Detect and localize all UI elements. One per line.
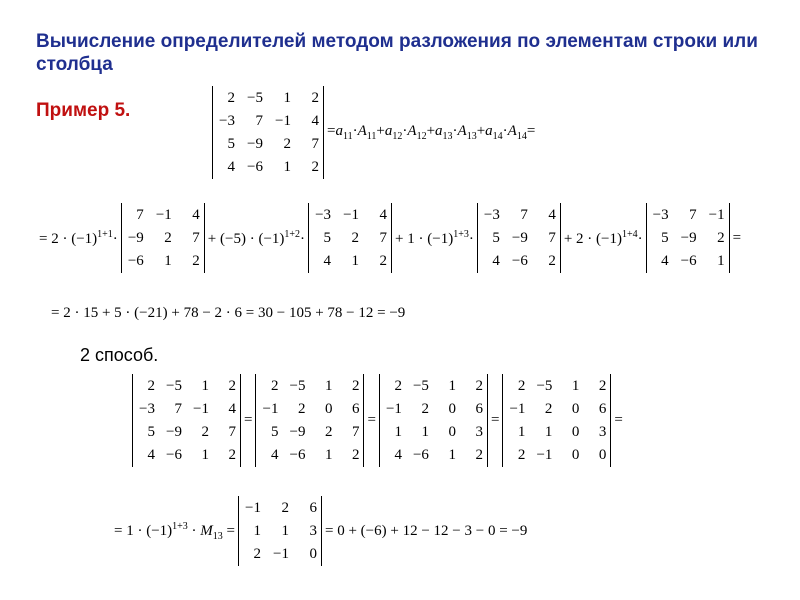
matrix-cell: 1 <box>201 378 209 394</box>
matrix-cell: 3 <box>598 424 607 440</box>
matrix-cell: 6 <box>309 500 318 516</box>
matrix-cell: −1 <box>275 113 291 129</box>
cofactor-coefficient <box>394 229 475 248</box>
matrix-cell: 4 <box>270 447 279 463</box>
minor-determinant <box>308 203 392 273</box>
matrix-cell: −6 <box>412 447 429 463</box>
matrix-cell: 4 <box>548 207 556 223</box>
matrix-cell: 4 <box>147 447 155 463</box>
plus-symbol: + <box>426 123 436 139</box>
coef-text: + 2 · (−1) <box>563 230 622 247</box>
final-coef-text: = 1 · (−1) <box>114 522 173 539</box>
matrix-cell: −5 <box>166 378 182 394</box>
matrix-cell: 5 <box>492 230 500 246</box>
matrix-cell: 2 <box>201 424 209 440</box>
minor-determinant <box>121 203 205 273</box>
dot-symbol: · <box>637 230 643 247</box>
matrix-cell: 2 <box>717 230 725 246</box>
matrix-cell: −9 <box>127 230 144 246</box>
matrix-cell: −9 <box>166 424 182 440</box>
matrix-cell: 1 <box>281 523 290 539</box>
element-subscript: 14 <box>492 131 503 142</box>
matrix-cell: 2 <box>517 378 526 394</box>
matrix-cell: 2 <box>270 378 279 394</box>
equals-symbol: = <box>327 123 336 139</box>
matrix-cell: 7 <box>351 424 360 440</box>
sign-exponent: 1+2 <box>284 228 301 240</box>
matrix-cell: −1 <box>509 401 526 417</box>
dot-symbol: · <box>352 123 358 139</box>
matrix-cell: 0 <box>598 447 607 463</box>
matrix-cell: −3 <box>219 113 235 129</box>
dot-symbol: · <box>452 123 458 139</box>
minor-determinant <box>646 203 730 273</box>
coef-text: = 2 · (−1) <box>39 230 98 247</box>
equals-symbol: = <box>244 412 253 428</box>
page-title: Вычисление определителей методом разложения по элементам строки или столбца <box>36 31 758 75</box>
transform-determinant <box>255 374 364 467</box>
matrix-cell: 4 <box>228 401 236 417</box>
matrix-cell: 1 <box>283 90 291 106</box>
final-coefficient <box>113 521 236 542</box>
matrix-cell: 4 <box>323 253 332 269</box>
matrix-cell: −1 <box>385 401 402 417</box>
main-determinant-row <box>210 86 536 179</box>
matrix-cell: 1 <box>351 253 360 269</box>
matrix-cell: 1 <box>717 253 725 269</box>
matrix-cell: 1 <box>544 424 553 440</box>
cofactor-symbol: A <box>357 123 367 139</box>
final-minor-determinant <box>238 496 322 566</box>
matrix-cell: 1 <box>448 378 456 394</box>
matrix-cell: 1 <box>283 159 291 175</box>
matrix-cell: 1 <box>201 447 209 463</box>
matrix-cell: −6 <box>680 253 697 269</box>
matrix-cell: 7 <box>174 401 182 417</box>
minor-subscript: 13 <box>212 530 223 542</box>
matrix-cell: 1 <box>421 424 429 440</box>
matrix-cell: 1 <box>253 523 262 539</box>
element-subscript: 11 <box>342 131 353 142</box>
matrix-cell: −1 <box>343 207 360 223</box>
matrix-cell: −1 <box>262 401 279 417</box>
sign-exponent: 1+3 <box>453 228 469 240</box>
matrix-cell: 0 <box>448 401 456 417</box>
matrix-cell: −5 <box>247 90 263 106</box>
matrix-cell: −6 <box>166 447 182 463</box>
final-expansion-row <box>113 496 528 566</box>
matrix-cell: −1 <box>245 500 262 516</box>
final-tail-expression: = 0 + (−6) + 12 − 12 − 3 − 0 = −9 <box>325 522 528 539</box>
matrix-cell: 1 <box>517 424 526 440</box>
transform-determinant <box>132 374 241 467</box>
matrix-cell: −1 <box>536 447 553 463</box>
example-label: Пример 5. <box>36 100 131 121</box>
matrix-cell: 2 <box>311 90 319 106</box>
dot-symbol: · <box>191 522 197 539</box>
cofactor-symbol: A <box>507 123 517 139</box>
coef-text: + 1 · (−1) <box>395 230 454 247</box>
matrix-cell: 4 <box>227 159 235 175</box>
matrix-cell: 2 <box>475 447 483 463</box>
matrix-cell: 3 <box>475 424 483 440</box>
main-determinant <box>212 86 324 179</box>
matrix-cell: 2 <box>228 447 236 463</box>
matrix-cell: −3 <box>139 401 155 417</box>
result-line <box>50 305 406 322</box>
matrix-cell: 2 <box>351 447 360 463</box>
element-subscript: 13 <box>442 131 453 142</box>
matrix-cell: −6 <box>127 253 144 269</box>
matrix-cell: −1 <box>193 401 209 417</box>
matrix-cell: 5 <box>323 230 332 246</box>
method2-transform-row <box>130 374 624 467</box>
matrix-cell: 2 <box>297 401 306 417</box>
matrix-cell: 2 <box>475 378 483 394</box>
element-symbol: a <box>485 123 493 139</box>
matrix-cell: −6 <box>511 253 528 269</box>
cofactor-coefficient <box>38 229 119 248</box>
plus-symbol: + <box>376 123 385 139</box>
matrix-cell: 6 <box>475 401 483 417</box>
matrix-cell: 2 <box>421 401 429 417</box>
matrix-cell: 4 <box>492 253 500 269</box>
plus-symbol: + <box>476 123 486 139</box>
matrix-cell: 4 <box>379 207 388 223</box>
matrix-cell: 2 <box>544 401 553 417</box>
equals-symbol: = <box>226 522 236 539</box>
cofactor-subscript: 11 <box>366 131 377 142</box>
matrix-cell: 2 <box>228 378 236 394</box>
cofactor-expansion-row <box>38 203 742 273</box>
matrix-cell: −3 <box>483 207 500 223</box>
cofactor-coefficient <box>563 229 644 248</box>
matrix-cell: 7 <box>136 207 144 223</box>
matrix-cell: −1 <box>155 207 172 223</box>
transform-determinant <box>379 374 488 467</box>
matrix-cell: −3 <box>652 207 669 223</box>
matrix-cell: 0 <box>571 401 580 417</box>
matrix-cell: 2 <box>311 159 319 175</box>
matrix-cell: 4 <box>394 447 402 463</box>
matrix-cell: 1 <box>394 424 402 440</box>
method-2-label: 2 способ. <box>80 345 159 365</box>
element-symbol: a <box>435 123 443 139</box>
matrix-cell: 0 <box>571 424 580 440</box>
result-expression: = 2 · 15 + 5 · (−21) + 78 − 2 · 6 = 30 − 105 + 78 − 12 = −9 <box>51 305 406 321</box>
matrix-cell: −1 <box>273 546 290 562</box>
matrix-cell: 6 <box>351 401 360 417</box>
matrix-cell: −1 <box>708 207 725 223</box>
matrix-cell: 2 <box>164 230 172 246</box>
cofactor-coefficient <box>207 229 306 248</box>
matrix-cell: 2 <box>147 378 155 394</box>
matrix-cell: 5 <box>661 230 669 246</box>
sign-exponent: 1+1 <box>97 228 113 240</box>
matrix-cell: 2 <box>394 378 402 394</box>
matrix-cell: −9 <box>511 230 528 246</box>
matrix-cell: 2 <box>351 378 360 394</box>
matrix-cell: 2 <box>192 253 200 269</box>
matrix-cell: 2 <box>517 447 526 463</box>
cofactor-subscript: 13 <box>466 131 477 142</box>
matrix-cell: 0 <box>309 546 318 562</box>
matrix-cell: −9 <box>247 136 263 152</box>
dot-symbol: · <box>300 230 306 247</box>
matrix-cell: 2 <box>351 230 360 246</box>
matrix-cell: 2 <box>324 424 333 440</box>
matrix-cell: 4 <box>311 113 319 129</box>
matrix-cell: 7 <box>520 207 528 223</box>
matrix-cell: −5 <box>289 378 306 394</box>
element-symbol: a <box>384 123 393 139</box>
matrix-cell: −6 <box>289 447 306 463</box>
equals-symbol: = <box>490 412 500 428</box>
matrix-cell: 2 <box>253 546 262 562</box>
minor-symbol: M <box>200 522 213 539</box>
equals-symbol: = <box>526 123 536 139</box>
dot-symbol: · <box>468 230 474 247</box>
matrix-cell: −9 <box>680 230 697 246</box>
matrix-cell: 1 <box>571 378 580 394</box>
matrix-cell: 2 <box>227 90 235 106</box>
matrix-cell: 7 <box>228 424 236 440</box>
matrix-cell: 7 <box>311 136 319 152</box>
matrix-cell: 1 <box>324 447 333 463</box>
matrix-cell: 2 <box>379 253 388 269</box>
element-symbol: a <box>335 123 343 139</box>
equals-symbol: = <box>732 229 742 246</box>
matrix-cell: 5 <box>227 136 235 152</box>
matrix-cell: −9 <box>289 424 306 440</box>
matrix-cell: 5 <box>270 424 279 440</box>
matrix-cell: 5 <box>147 424 155 440</box>
coef-text: + (−5) · (−1) <box>207 230 285 247</box>
matrix-cell: −5 <box>412 378 429 394</box>
cofactor-symbol: A <box>457 123 467 139</box>
final-exponent: 1+3 <box>172 520 188 532</box>
dot-symbol: · <box>112 230 118 247</box>
matrix-cell: 7 <box>379 230 388 246</box>
dot-symbol: · <box>402 123 408 139</box>
matrix-cell: 0 <box>324 401 333 417</box>
matrix-cell: 7 <box>548 230 556 246</box>
matrix-cell: −6 <box>247 159 263 175</box>
matrix-cell: 2 <box>283 136 291 152</box>
element-subscript: 12 <box>392 131 403 142</box>
matrix-cell: 1 <box>164 253 172 269</box>
matrix-cell: 0 <box>448 424 456 440</box>
equals-symbol: = <box>367 412 376 428</box>
matrix-cell: 2 <box>548 253 556 269</box>
expansion-formula <box>326 123 536 142</box>
cofactor-symbol: A <box>407 123 417 139</box>
matrix-cell: 2 <box>281 500 290 516</box>
matrix-cell: 7 <box>192 230 200 246</box>
transform-determinant <box>502 374 611 467</box>
cofactor-subscript: 14 <box>516 131 527 142</box>
matrix-cell: 6 <box>598 401 607 417</box>
minor-determinant <box>477 203 561 273</box>
sign-exponent: 1+4 <box>622 228 638 240</box>
equals-symbol: = <box>614 412 623 428</box>
dot-symbol: · <box>502 123 508 139</box>
matrix-cell: 4 <box>192 207 200 223</box>
matrix-cell: 7 <box>255 113 263 129</box>
matrix-cell: 3 <box>309 523 318 539</box>
matrix-cell: −5 <box>536 378 553 394</box>
matrix-cell: 7 <box>689 207 697 223</box>
matrix-cell: 2 <box>598 378 607 394</box>
matrix-cell: −3 <box>315 207 332 223</box>
matrix-cell: 4 <box>661 253 669 269</box>
matrix-cell: 1 <box>448 447 456 463</box>
matrix-cell: 1 <box>324 378 333 394</box>
cofactor-subscript: 12 <box>416 131 427 142</box>
matrix-cell: 0 <box>571 447 580 463</box>
